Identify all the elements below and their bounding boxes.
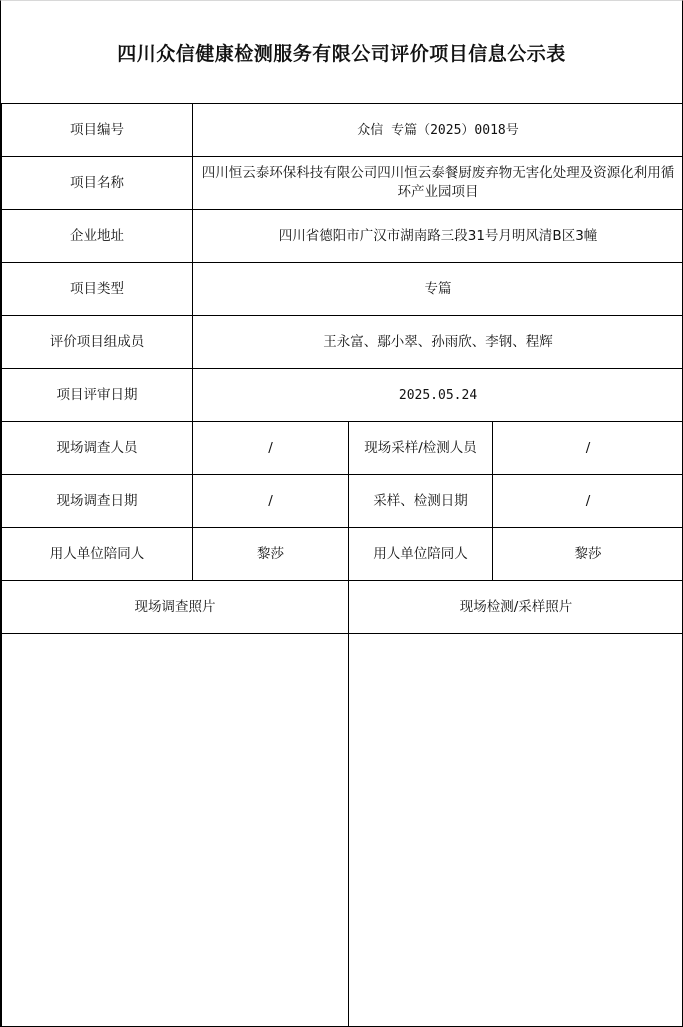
label-project-name: 项目名称	[2, 157, 193, 210]
row-photo-area	[2, 634, 683, 1027]
row-team-members	[2, 316, 683, 369]
label-survey-staff: 现场调查人员	[2, 422, 193, 475]
value-escort-2: 黎莎	[493, 528, 683, 581]
value-sampling-staff: /	[493, 422, 683, 475]
value-sampling-date: /	[493, 475, 683, 528]
value-review-date: 2025.05.24	[193, 369, 683, 422]
row-escort	[2, 528, 683, 581]
value-survey-staff: /	[193, 422, 349, 475]
row-project-type	[2, 263, 683, 316]
label-review-date: 项目评审日期	[2, 369, 193, 422]
row-survey-staff	[2, 422, 683, 475]
sampling-photo-area	[349, 634, 683, 1027]
row-company-address	[2, 210, 683, 263]
label-survey-date: 现场调查日期	[2, 475, 193, 528]
value-project-name: 四川恒云泰环保科技有限公司四川恒云泰餐厨废弃物无害化处理及资源化利用循环产业园项目	[193, 157, 683, 210]
value-company-address: 四川省德阳市广汉市湖南路三段31号月明风清B区3幢	[193, 210, 683, 263]
page-title: 四川众信健康检测服务有限公司评价项目信息公示表	[117, 42, 566, 65]
label-escort-2: 用人单位陪同人	[349, 528, 493, 581]
value-project-type: 专篇	[193, 263, 683, 316]
info-table	[1, 103, 683, 1027]
label-team-members: 评价项目组成员	[2, 316, 193, 369]
label-escort-1: 用人单位陪同人	[2, 528, 193, 581]
row-project-number	[2, 104, 683, 157]
row-project-name	[2, 157, 683, 210]
label-sampling-photos: 现场检测/采样照片	[349, 581, 683, 634]
value-project-number: 众信 专篇（2025）0018号	[193, 104, 683, 157]
label-sampling-staff: 现场采样/检测人员	[349, 422, 493, 475]
row-review-date	[2, 369, 683, 422]
label-project-type: 项目类型	[2, 263, 193, 316]
value-survey-date: /	[193, 475, 349, 528]
label-survey-photos: 现场调查照片	[2, 581, 349, 634]
label-project-number: 项目编号	[2, 104, 193, 157]
survey-photo-area	[2, 634, 349, 1027]
label-sampling-date: 采样、检测日期	[349, 475, 493, 528]
value-escort-1: 黎莎	[193, 528, 349, 581]
value-team-members: 王永富、鄢小翠、孙雨欣、李钢、程辉	[193, 316, 683, 369]
label-company-address: 企业地址	[2, 210, 193, 263]
row-survey-date	[2, 475, 683, 528]
row-photo-headers	[2, 581, 683, 634]
